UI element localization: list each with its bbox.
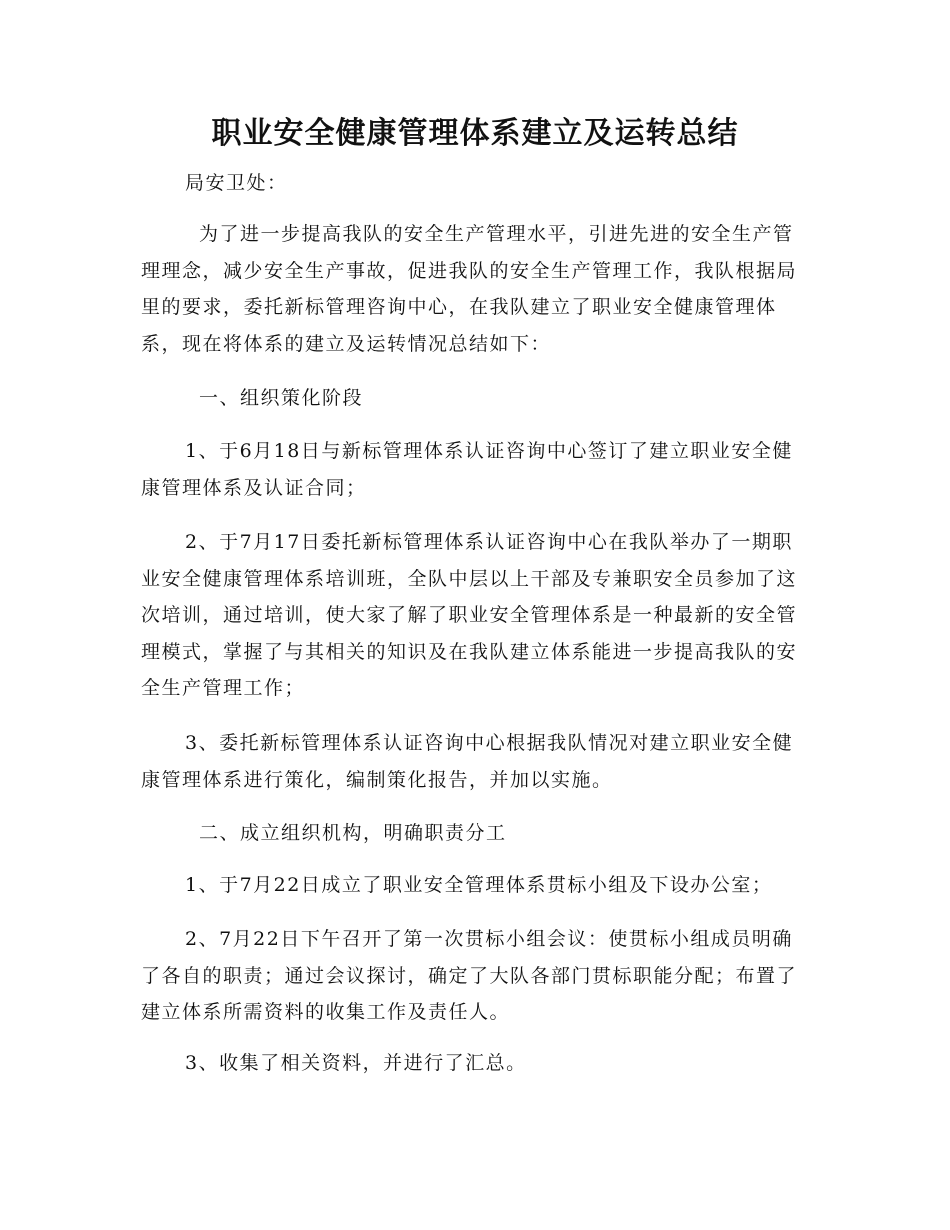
document-title: 职业安全健康管理体系建立及运转总结 — [211, 116, 739, 151]
section-2-item-3: 3、收集了相关资料，并进行了汇总。 — [185, 1052, 527, 1074]
addressee: 局安卫处： — [185, 172, 288, 194]
section-1-item-2: 2、于7月17日委托新标管理体系认证咨询中心在我队举办了一期职业安全健康管理体系培训班，全队中层以上干部及专兼职安全员参加了这次培训，通过培训，使大家了解了职业安全管理体系是一种最新的安全管理模式，掌握了与其相关的知识及在我队建立体系能进一步提高我队的安全生产管理工作； — [141, 531, 798, 699]
intro-paragraph: 为了进一步提高我队的安全生产管理水平，引进先进的安全生产管理理念，减少安全生产事故，促进我队的安全生产管理工作，我队根据局里的要求，委托新标管理咨询中心，在我队建立了职业安全健康管理体系，现在将体系的建立及运转情况总结如下： — [141, 223, 798, 355]
section-2-item-1: 1、于7月22日成立了职业安全管理体系贯标小组及下设办公室； — [185, 874, 773, 896]
section-1-item-1: 1、于6月18日与新标管理体系认证咨询中心签订了建立职业安全健康管理体系及认证合同； — [141, 440, 793, 499]
section-2-heading: 二、成立组织机构，明确职责分工 — [199, 822, 507, 844]
section-2-item-2: 2、7月22日下午召开了第一次贯标小组会议：使贯标小组成员明确了各自的职责；通过会议探讨，确定了大队各部门贯标职能分配；布置了建立体系所需资料的收集工作及责任人。 — [141, 928, 798, 1023]
section-1-item-3: 3、委托新标管理体系认证咨询中心根据我队情况对建立职业安全健康管理体系进行策化，编制策化报告，并加以实施。 — [141, 732, 794, 791]
section-1-heading: 一、组织策化阶段 — [199, 387, 364, 409]
